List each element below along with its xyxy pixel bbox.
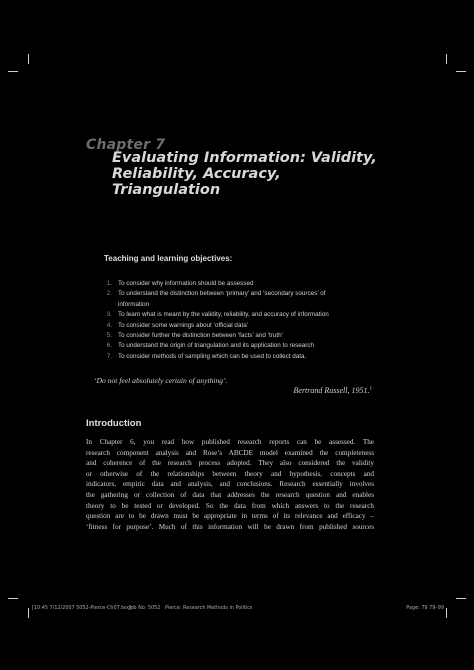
list-item [104,300,374,310]
crop-mark-top-right [446,54,447,64]
body-paragraph [86,437,374,532]
footer-book: Pierce: Research Methods in Politics [165,605,253,611]
epigraph-attribution [294,386,373,395]
item-number: 5. [106,332,112,340]
list-item [104,341,374,351]
crop-mark-top-left-h [8,71,18,72]
list-item [104,352,374,362]
list-item [104,279,374,289]
item-text: To consider further the distinction between ‘facts’ and ‘truth’ [118,332,283,340]
crop-mark-bottom-left [28,608,29,618]
footer-job: Job No: 5052 [129,605,161,611]
item-number: 7. [106,352,112,360]
item-text: To consider some warnings about ‘official data’ [118,321,249,329]
crop-mark-top-right-h [456,71,466,72]
crop-mark-bottom-left-h [8,598,18,599]
footnote-marker: 1 [369,386,372,392]
item-text: information [118,300,150,308]
objectives-list [104,279,374,362]
chapter-title-line: Reliability, Accuracy, [112,166,281,182]
item-text: To learn what is meant by the validity, reliability, and accuracy of information [118,311,329,319]
paragraph-line: or otherwise of the relationships between theory and hypothesis, concepts and [86,469,374,478]
list-item [104,289,374,299]
paragraph-line: question are to be drawn must be appropriate in terms of its relevance and efficacy – [86,512,374,521]
item-number [104,300,112,310]
chapter-title [112,150,412,198]
item-text: To understand the origin of triangulation and its application to research [118,342,315,350]
objectives-heading: Teaching and learning objectives: [104,254,233,263]
item-number: 1. [106,280,112,287]
chapter-title-line: Triangulation [112,182,221,198]
list-item [104,331,374,341]
paragraph-line: indicators, empiric data and analysis, and conclusions. Research essentially involves [86,480,374,489]
crop-mark-top-left [28,54,29,64]
item-number: 2. [106,290,112,298]
item-text: To consider methods of sampling which can be used to collect data. [118,352,307,360]
chapter-title-line: Evaluating Information: Validity, [112,150,377,166]
attribution-text: Bertrand Russell, 1951. [293,386,370,395]
list-item [104,310,374,320]
paragraph-line: In Chapter 6, you read how published research reports can be assessed. The [86,438,374,446]
crop-mark-bottom-right [446,608,447,618]
paragraph-line: research component analysis and Rose’s ABCDE model examined the completeness [86,448,374,457]
paragraph-line: theory to be tested or developed. So the data from which answers to the research [86,501,374,510]
paragraph-line: ‘fitness for purpose’. Much of this information will be drawn from published sources [86,522,374,531]
item-number: 4. [106,321,112,329]
item-text: To understand the distinction between ‘primary’ and ‘secondary sources’ of [118,290,326,298]
paragraph-line: the gathering or collection of data that addresses the research question and enables [86,490,374,499]
crop-mark-bottom-right-h [456,598,466,599]
item-number: 6. [106,342,112,350]
footer-file-info: [10:45 7/12/2007 5052-Pierce-Ch07.tex] [32,605,131,611]
list-item [104,321,374,331]
paragraph-line: and coherence of the research process adopted. They also considered the validity [86,459,374,468]
epigraph-quote: ‘Do not feel absolutely certain of anything’. [94,376,228,385]
footer-page: Page: 79 79–99 [406,605,444,611]
item-number: 3. [106,311,112,319]
section-heading: Introduction [86,418,142,429]
item-text: To consider why information should be assessed [118,280,254,287]
chapter-label: Chapter 7 [86,137,166,153]
